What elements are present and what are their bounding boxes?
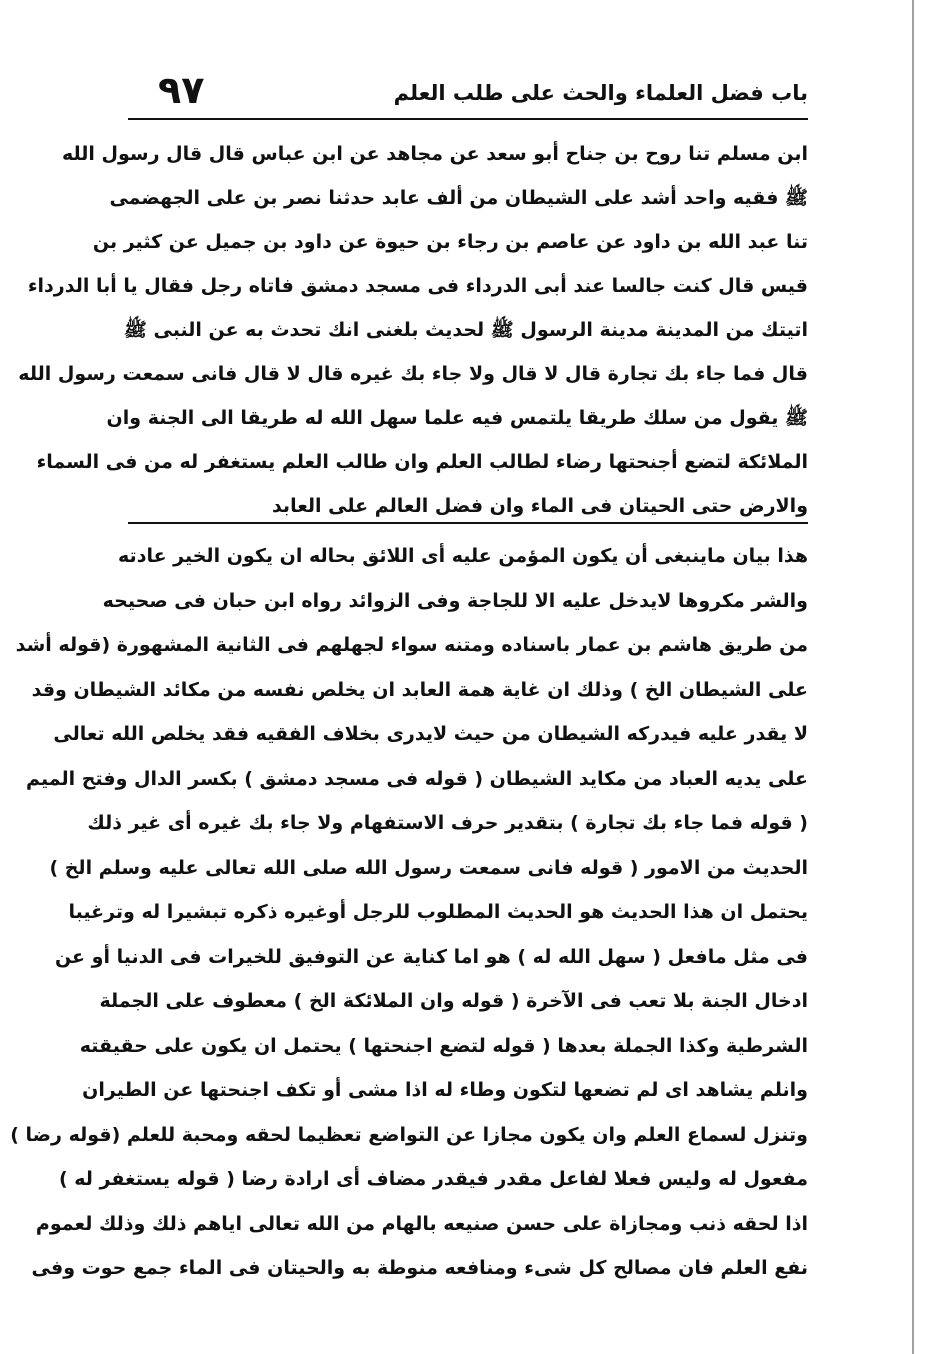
commentary-line: الحديث من الامور ( قوله فانى سمعت رسول الله صلى الله تعالى عليه وسلم الخ ) — [49, 856, 808, 879]
hadith-line: ﷺ فقيه واحد أشد على الشيطان من ألف عابد حدثنا نصر بن على الجهضمى — [109, 187, 808, 209]
commentary-text — [10, 534, 808, 1291]
page-number: ٩٧ — [158, 68, 205, 112]
hadith-line: تنا عبد الله بن داود عن عاصم بن رجاء بن حيوة عن داود بن جميل عن كثير بن — [92, 231, 808, 253]
page-header — [128, 68, 808, 118]
commentary-line: وانلم يشاهد اى لم تضعها لتكون وطاء له اذا مشى أو تكف اجنحتها عن الطيران — [82, 1079, 808, 1101]
hadith-line: والارض حتى الحيتان فى الماء وان فضل العالم على العابد — [271, 495, 808, 517]
commentary-line: ( قوله فما جاء بك تجارة ) بتقدير حرف الاستفهام ولا جاء بك غيره أى غير ذلك — [87, 812, 808, 834]
commentary-line: ادخال الجنة بلا تعب فى الآخرة ( قوله وان الملائكة الخ ) معطوف على الجملة — [99, 990, 808, 1012]
commentary-line: على الشيطان الخ ) وذلك ان غاية همة العابد ان يخلص نفسه من مكائد الشيطان وقد — [31, 678, 808, 701]
hadith-line: ﷺ يقول من سلك طريقا يلتمس فيه علما سهل الله له طريقا الى الجنة وان — [106, 407, 808, 429]
commentary-line: اذا لحقه ذنب ومجازاة على حسن صنيعه بالهام من الله تعالى اياهم ذلك وذلك لعموم — [35, 1212, 808, 1235]
commentary-line: فى مثل مافعل ( سهل الله له ) هو اما كناية عن التوفيق للخيرات فى الدنيا أو عن — [54, 945, 808, 968]
commentary-line: هذا بيان ماينبغى أن يكون المؤمن عليه أى اللائق بحاله ان يكون الخير عادته — [118, 545, 808, 567]
hadith-line: قال فما جاء بك تجارة قال لا قال ولا جاء بك غيره قال لا قال فانى سمعت رسول الله — [18, 363, 808, 385]
commentary-line: وتنزل لسماع العلم وان يكون مجازا عن التواضع تعظيما لحقه ومحبة للعلم (قوله رضا ) — [10, 1123, 808, 1146]
hadith-text — [18, 132, 808, 528]
commentary-line: يحتمل ان هذا الحديث هو الحديث المطلوب للرجل أوغيره ذكره تبشيرا له وترغيبا — [68, 901, 808, 923]
header-rule — [128, 118, 808, 120]
commentary-line: والشر مكروها لايدخل عليه الا للجاجة وفى الزوائد رواه ابن حبان فى صحيحه — [102, 589, 808, 612]
hadith-line: ابن مسلم تنا روح بن جناح أبو سعد عن مجاهد عن ابن عباس قال قال رسول الله — [61, 143, 808, 165]
running-title: باب فضل العلماء والحث على طلب العلم — [393, 81, 808, 105]
commentary-line: مفعول له وليس فعلا لفاعل مقدر فيقدر مضاف أى ارادة رضا ( قوله يستغفر له ) — [58, 1168, 808, 1190]
commentary-line: لا يقدر عليه فيدركه الشيطان من حيث لايدرى بخلاف الفقيه فقد يخلص الله تعالى — [53, 723, 808, 745]
hadith-line: اتيتك من المدينة مدينة الرسول ﷺ لحديث بلغنى انك تحدث به عن النبى ﷺ — [123, 319, 808, 341]
scan-edge-line — [912, 0, 914, 1354]
hadith-line: الملائكة لتضع أجنحتها رضاء لطالب العلم وان طالب العلم يستغفر له من فى السماء — [36, 451, 808, 473]
section-divider — [128, 522, 808, 524]
hadith-line: قيس قال كنت جالسا عند أبى الدرداء فى مسجد دمشق فاتاه رجل فقال يا أبا الدرداء — [27, 275, 808, 297]
commentary-line: من طريق هاشم بن عمار باسناده ومتنه سواء لجهلهم فى الثانية المشهورة (قوله أشد — [15, 634, 808, 656]
commentary-line: على يديه العباد من مكايد الشيطان ( قوله فى مسجد دمشق ) بكسر الدال وفتح الميم — [26, 767, 808, 790]
commentary-line: نفع العلم فان مصالح كل شىء ومنافعه منوطة به والحيتان فى الماء جمع حوت وفى — [31, 1257, 808, 1279]
commentary-line: الشرطية وكذا الجملة بعدها ( قوله لتضع اجنحتها ) يحتمل ان يكون على حقيقته — [79, 1034, 808, 1057]
